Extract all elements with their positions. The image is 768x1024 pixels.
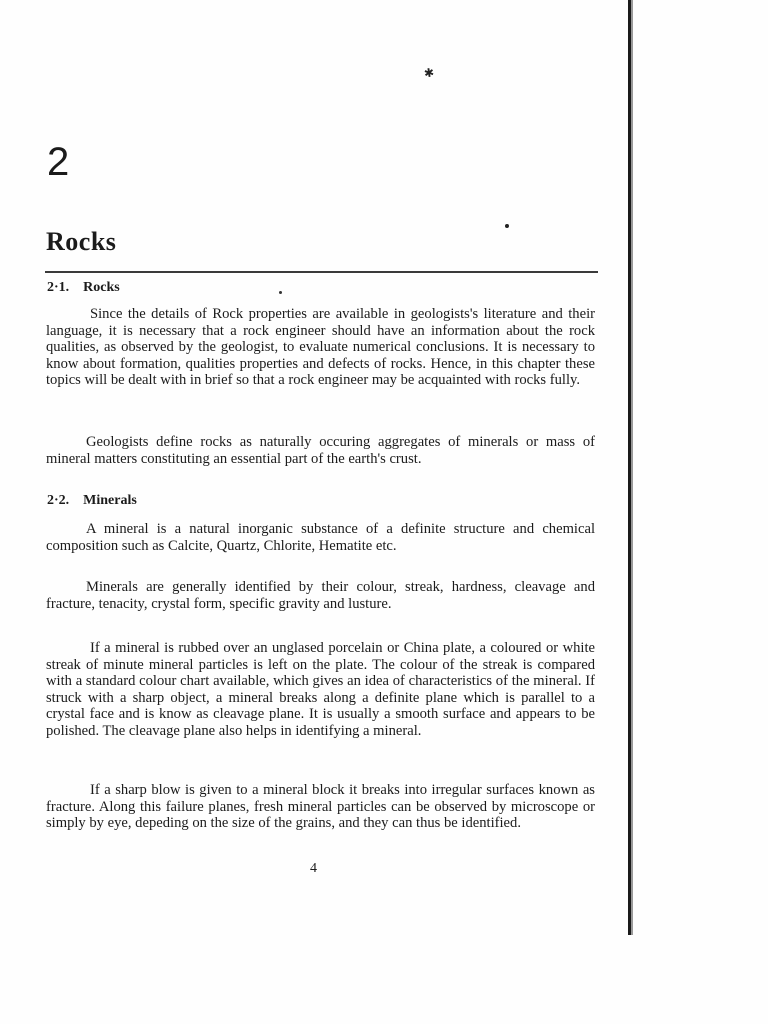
rule-dot-icon [279,291,282,294]
paragraph-mineral-definition: A mineral is a natural inorganic substance of a definite structure and chemical composition such as Calcite, Quartz, Chlorite, Hematite etc. [46,521,595,554]
section-number: 2·1. [47,280,70,295]
paragraph-mineral-identification: Minerals are generally identified by their colour, streak, hardness, cleavage and fracture, tenacity, crystal form, specific gravity and lusture. [46,579,595,612]
section-heading-rocks [47,281,120,295]
section-title: Minerals [83,493,137,508]
chapter-number: 2 [47,140,70,184]
section-number: 2·2. [47,493,70,508]
section-title: Rocks [83,280,120,295]
section-heading-minerals [47,494,137,508]
paragraph-rocks-intro: Since the details of Rock properties are available in geologists's literature and their language, it is necessary that a rock engineer should have an information about the rock qualities, as observed by the geologist, to evaluate numerical conclusions. It is necessary to know about formation, qualities properties and defects of rocks. Hence, in this chapter these topics will be dealt with in brief so that a rock engineer may be acquainted with rocks fully. [46,306,595,389]
ink-smudge-icon: ✱ [423,65,435,81]
binding-edge-gradient [631,0,633,935]
paragraph-streak-cleavage: If a mineral is rubbed over an unglased porcelain or China plate, a coloured or white streak of minute mineral particles is left on the plate. The colour of the streak is compared with a standard colour chart available, which gives an idea of characteristics of the mineral. If struck with a sharp object, a mineral breaks along a definite plane which is parallel to a crystal face and is know as cleavage plane. It is usually a smooth surface and appears to be polished. The cleavage plane also helps in identifying a mineral. [46,640,595,739]
paragraph-rocks-definition: Geologists define rocks as naturally occuring aggregates of minerals or mass of mineral matters constituting an essential part of the earth's crust. [46,434,595,467]
chapter-title-rule [45,271,598,273]
ink-speck-icon [505,224,509,228]
chapter-title: Rocks [46,227,117,256]
paragraph-fracture: If a sharp blow is given to a mineral block it breaks into irregular surfaces known as fracture. Along this failure planes, fresh mineral particles can be observed by microscope or simply by eye, depeding on the size of the grains, and they can thus be identified. [46,782,595,832]
page-number: 4 [310,861,317,876]
